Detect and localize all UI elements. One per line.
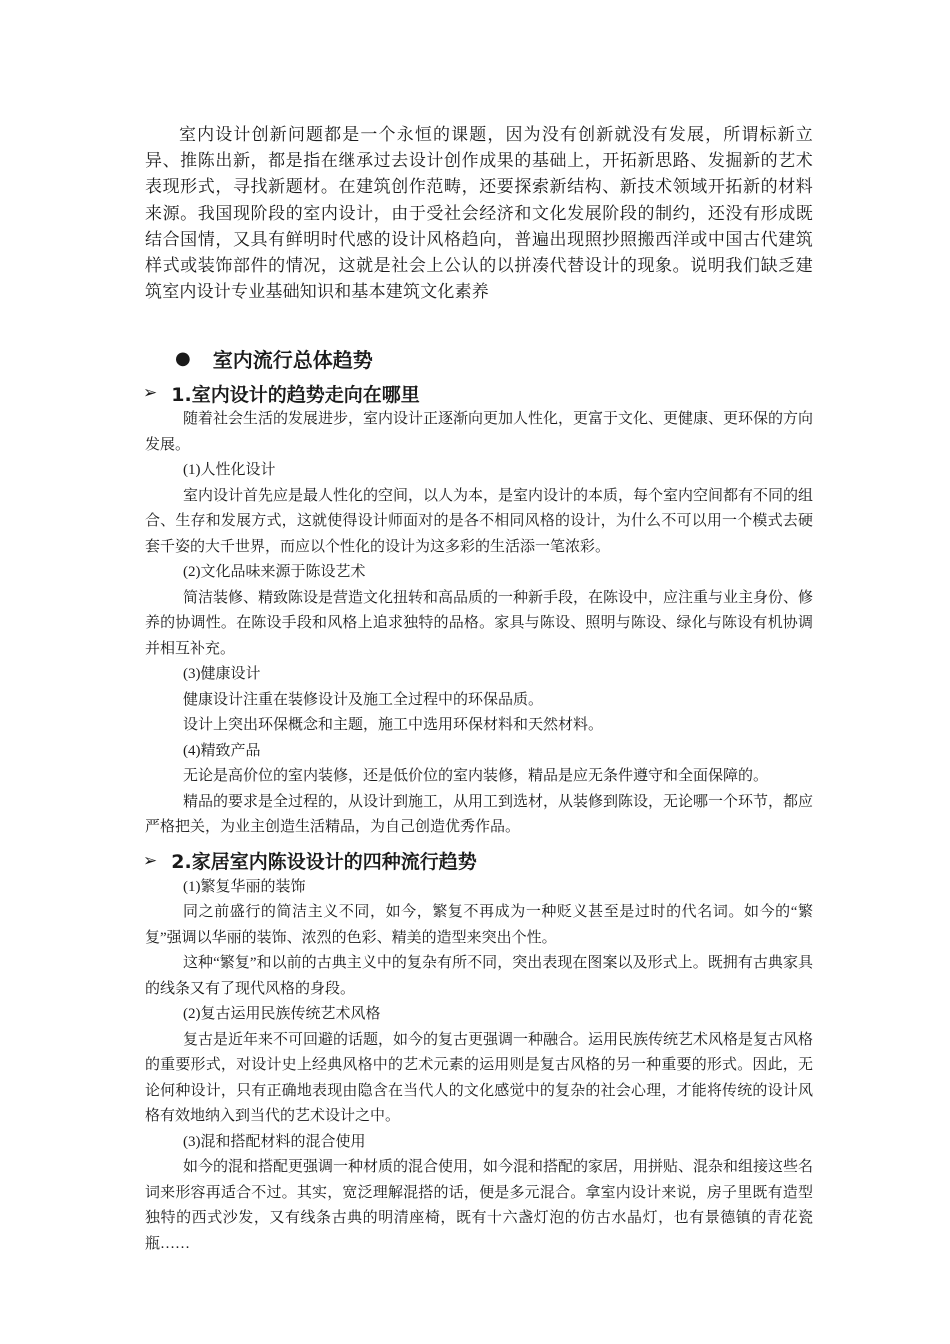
subheading: (2)文化品味来源于陈设艺术: [183, 564, 366, 581]
paragraph: 无论是高价位的室内装修，还是低价位的室内装修，精品是应无条件遵守和全面保障的。: [183, 768, 769, 785]
part1-body: [145, 407, 813, 841]
subheading: (1)繁复华丽的装饰: [183, 878, 306, 895]
paragraph: 如今的混和搭配更强调一种材质的混合使用，如今混和搭配的家居，用拼贴、混杂和组接这些名词来形容再适合不过。其实，宽泛理解混搭的话，便是多元混合。拿室内设计来说，房子里既有造型独特的西式沙发，又有线条古典的明清座椅，既有十六盏灯泡的仿古水晶灯，也有景德镇的青花瓷瓶……: [145, 1159, 814, 1252]
heading-part1-text: 1.室内设计的趋势走向在哪里: [171, 383, 420, 406]
paragraph: 精品的要求是全过程的，从设计到施工，从用工到选材，从装修到陈设，无论哪一个环节，都应严格把关，为业主创造生活精品，为自己创造优秀作品。: [145, 793, 814, 836]
part2-body: [145, 875, 813, 1258]
arrow-bullet-icon: ➢: [143, 383, 158, 404]
paragraph: 这种“繁复”和以前的古典主义中的复杂有所不同，突出表现在图案以及形式上。既拥有古典家具的线条又有了现代风格的身段。: [145, 955, 813, 997]
subheading: (4)精致产品: [183, 742, 261, 759]
paragraph: 随着社会生活的发展进步，室内设计正逐渐向更加人性化，更富于文化、更健康、更环保的方向发展。: [145, 411, 814, 453]
subheading: (2)复古运用民族传统艺术风格: [183, 1006, 381, 1023]
intro-section: [145, 122, 813, 305]
paragraph: 复古是近年来不可回避的话题，如今的复古更强调一种融合。运用民族传统艺术风格是复古风格的重要形式，对设计史上经典风格中的艺术元素的运用则是复古风格的另一种重要的形式。因此，无论何种设计，只有正确地表现由隐含在当代人的文化感觉中的复杂的社会心理，才能将传统的设计风格有效地纳入到当代的艺术设计之中。: [145, 1031, 814, 1125]
paragraph: 简洁装修、精致陈设是营造文化扭转和高品质的一种新手段，在陈设中，应注重与业主身份、修养的协调性。在陈设手段和风格上追求独特的品格。家具与陈设、照明与陈设、绿化与陈设有机协调并相互补充。: [145, 589, 814, 657]
subheading: (3)健康设计: [183, 666, 261, 683]
paragraph: 设计上突出环保概念和主题，施工中选用环保材料和天然材料。: [183, 717, 604, 734]
heading-part2: [143, 847, 813, 875]
bullet-icon: ●: [175, 347, 191, 369]
intro-paragraph: 室内设计创新问题都是一个永恒的课题，因为没有创新就没有发展，所谓标新立异、推陈出新，都是指在继承过去设计创作成果的基础上，开拓新思路、发掘新的艺术表现形式，寻找新题材。在建筑创作范畴，还要探索新结构、新技术领域开拓新的材料来源。我国现阶段的室内设计，由于受社会经济和文化发展阶段的制约，还没有形成既结合国情，又具有鲜明时代感的设计风格趋向，普遍出现照抄照搬西洋或中国古代建筑样式或装饰部件的情况，这就是社会上公认的以拼凑代替设计的现象。说明我们缺乏建筑室内设计专业基础知识和基本建筑文化素养: [145, 125, 813, 303]
document-content: [145, 122, 813, 1257]
section-title-text: 室内流行总体趋势: [212, 347, 373, 372]
section-title: [175, 343, 813, 373]
paragraph: 室内设计首先应是最人性化的空间，以人为本，是室内设计的本质，每个室内空间都有不同的组合、生存和发展方式，这就使得设计师面对的是各不相同风格的设计，为什么不可以用一个模式去硬套千姿的大千世界，而应以个性化的设计为这多彩的生活添一笔浓彩。: [145, 487, 814, 555]
paragraph: 同之前盛行的简洁主义不同，如今，繁复不再成为一种贬义甚至是过时的代名词。如今的“繁复”强调以华丽的装饰、浓烈的色彩、精美的造型来突出个性。: [145, 904, 813, 946]
arrow-bullet-icon: ➢: [143, 850, 158, 871]
paragraph: 健康设计注重在装修设计及施工全过程中的环保品质。: [183, 691, 544, 708]
subheading: (1)人性化设计: [183, 462, 276, 479]
subheading: (3)混和搭配材料的混合使用: [183, 1133, 366, 1150]
heading-part2-text: 2.家居室内陈设设计的四种流行趋势: [171, 851, 477, 874]
heading-part1: [143, 379, 813, 407]
